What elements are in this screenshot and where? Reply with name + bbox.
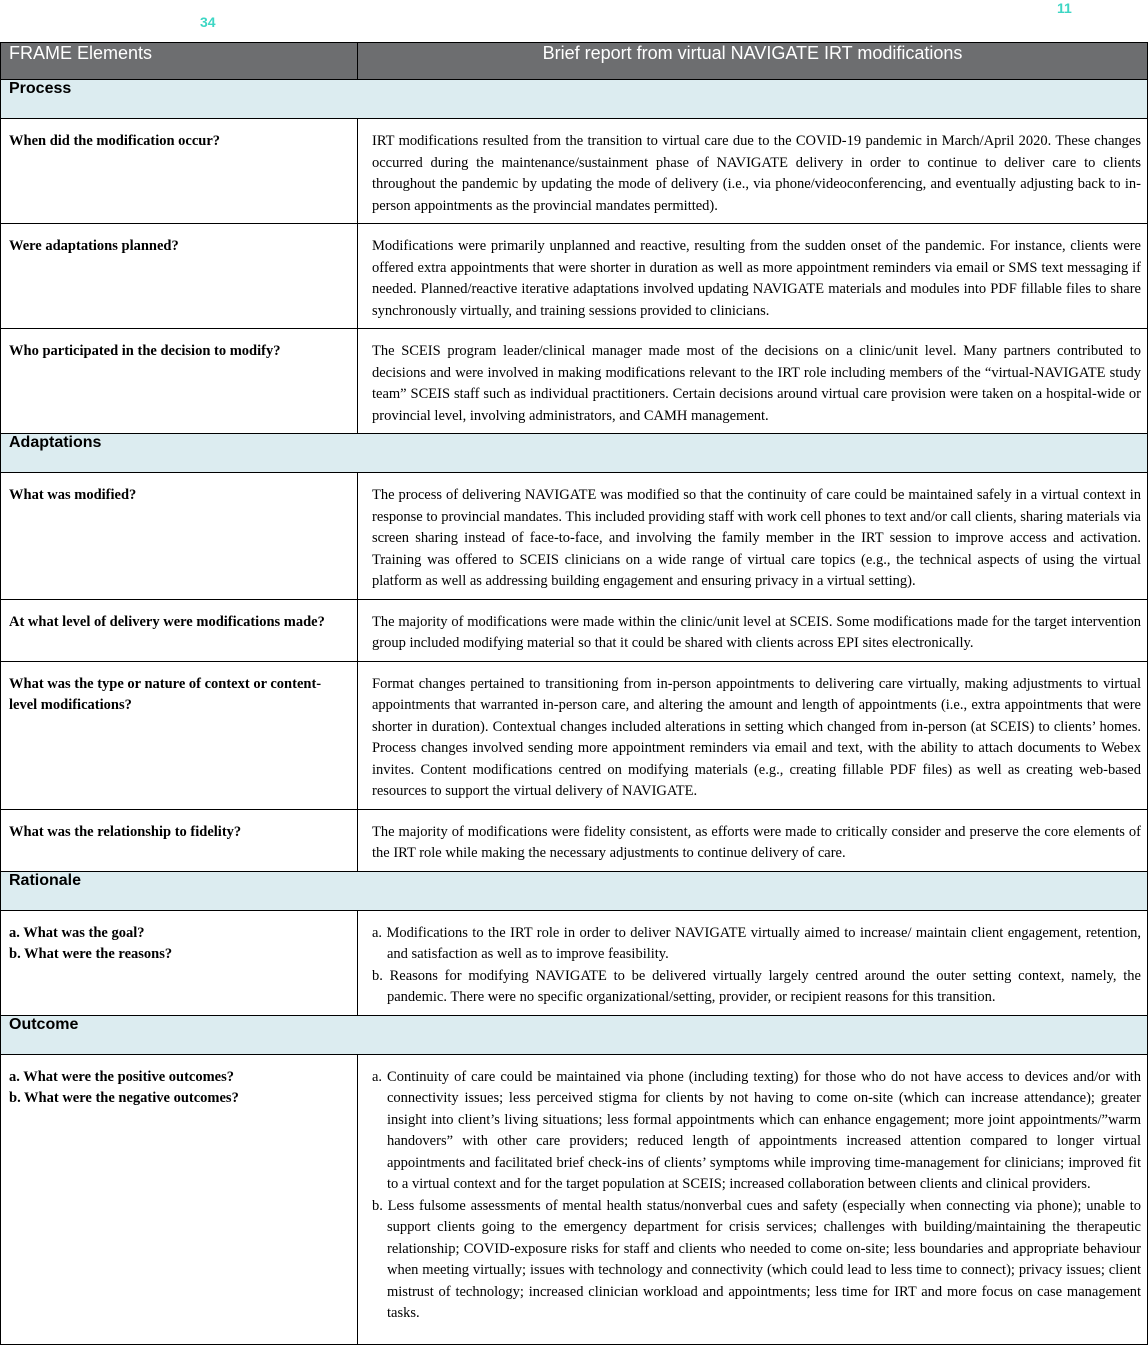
rationale-questions [1,910,358,1015]
page-number-right: 11 [1057,0,1072,16]
answer-when-occur: IRT modifications resulted from the transition to virtual care due to the COVID-19 pandemic in March/April 2020. These changes occurred during the maintenance/sustainment phase of NAVIGATE delivery in order to continue to deliver care to clients throughout the pandemic by updating the mode of delivery (i.e., via phone/videoconferencing, and eventually adjusting back to in-person appointments as the provincial mandates permitted). [358,119,1148,224]
question-positive-outcomes: a. What were the positive outcomes? [9,1068,234,1085]
table-row [1,661,1148,809]
question-goal: a. What was the goal? [9,924,145,941]
answer-positive-outcomes: a. Continuity of care could be maintained via phone (including texting) for those who do not have access to devices and/or with connectivity issues; less perceived stigma for clients by not having to come on-site (which can increase attendance); greater insight into client’s living situations; less formal appointments which can enhance engagement; more joint appointments/”warm handovers” with other care providers; reduced length of appointments increased attention compared to longer virtual appointments and facilitated brief check-ins of clients’ symptoms while improving time-management for clinicians; improved fit to a virtual context and for the target population at SCEIS; increased collaboration between clients and clinical providers. [372,1068,1141,1192]
answer-reasons: b. Reasons for modifying NAVIGATE to be delivered virtually largely centred around the outer setting context, namely, the pandemic. There were no specific organizational/setting, provider, or recipient reasons for this transition. [372,967,1141,1005]
table-row [1,599,1148,661]
table-row [1,224,1148,329]
section-title-outcome: Outcome [1,1015,1148,1054]
frame-table [0,42,1148,1345]
table-row [1,119,1148,224]
outcome-questions [1,1054,358,1344]
rationale-answers [358,910,1148,1015]
answer-type-nature: Format changes pertained to transitioning from in-person appointments to delivering care virtually, making adjustments to virtual appointments that warranted in-person care, and altering the amount and length of appointments (i.e., extra appointments that were shorter in duration). Contextual changes included alterations in setting which changed from in-person (at SCEIS) to clients’ homes. Process changes involved sending more appointment reminders via email and text, with the ability to attach documents to Webex invites. Content modifications centred on modifying materials (e.g., creating fillable PDF files) as well as creating web-based resources to support the virtual delivery of NAVIGATE. [358,661,1148,809]
section-row [1,871,1148,910]
question-negative-outcomes: b. What were the negative outcomes? [9,1089,239,1106]
section-title-adaptations: Adaptations [1,434,1148,473]
answer-relationship-fidelity: The majority of modifications were fidelity consistent, as efforts were made to critically consider and preserve the core elements of the IRT role while making the necessary adjustments to continue delivery of care. [358,809,1148,871]
page-number-left: 34 [200,14,216,30]
question-what-modified: What was modified? [1,473,358,600]
answer-negative-outcomes: b. Less fulsome assessments of mental health status/nonverbal cues and safety (especially when connecting via phone); unable to support clients going to the emergency department for crisis services; challenges with building/maintaining the therapeutic relationship; COVID-exposure risks for staff and clients who needed to come on-site; less boundaries and appropriate behaviour when meeting virtually; issues with technology and connectivity (which could lead to less time to connect); privacy issues; client mistrust of technology; increased clinician workload and appointments; less time for IRT and more focus on case management tasks. [372,1197,1141,1321]
question-when-occur: When did the modification occur? [1,119,358,224]
section-title-rationale: Rationale [1,871,1148,910]
table-row [1,473,1148,600]
question-adaptations-planned: Were adaptations planned? [1,224,358,329]
table-row [1,809,1148,871]
question-reasons: b. What were the reasons? [9,945,173,962]
table-row [1,329,1148,434]
answer-level-of-delivery: The majority of modifications were made within the clinic/unit level at SCEIS. Some modifications made for the target intervention group included modifying material so that it could be shared with clients across EPI sites electronically. [358,599,1148,661]
table-row [1,1054,1148,1344]
answer-adaptations-planned: Modifications were primarily unplanned and reactive, resulting from the sudden onset of the pandemic. For instance, clients were offered extra appointments that were shorter in duration as well as more appointment reminders via email or SMS text messaging if needed. Planned/reactive iterative adaptations involved updating NAVIGATE materials and modules into PDF fillable files to share synchronously virtually, and training sessions provided to clinicians. [358,224,1148,329]
header-brief-report: Brief report from virtual NAVIGATE IRT modifications [358,43,1148,80]
question-who-participated: Who participated in the decision to modify? [1,329,358,434]
answer-who-participated: The SCEIS program leader/clinical manager made most of the decisions on a clinic/unit level. Many partners contributed to decisions and were involved in making modifications relevant to the IRT role including members of the “virtual-NAVIGATE study team” SCEIS staff such as individual practitioners. Certain decisions around virtual care provision were taken on a hospital-wide or provincial level, involving administrators, and CAMH management. [358,329,1148,434]
header-frame-elements: FRAME Elements [1,43,358,80]
section-row [1,1015,1148,1054]
outcome-answers [358,1054,1148,1344]
section-row [1,434,1148,473]
question-type-nature: What was the type or nature of context or content-level modifications? [1,661,358,809]
table-header-row [1,43,1148,80]
section-title-process: Process [1,80,1148,119]
answer-goal: a. Modifications to the IRT role in order to deliver NAVIGATE virtually aimed to increase/ maintain client engagement, retention, and satisfaction as well as to improve feasibility. [372,924,1141,962]
question-level-of-delivery: At what level of delivery were modifications made? [1,599,358,661]
table-row [1,910,1148,1015]
question-relationship-fidelity: What was the relationship to fidelity? [1,809,358,871]
section-row [1,80,1148,119]
answer-what-modified: The process of delivering NAVIGATE was modified so that the continuity of care could be maintained safely in a virtual context in response to provincial mandates. This included providing staff with work cell phones to text and/or call clients, sharing materials via screen sharing instead of face-to-face, and involving the family member in the IRT session to improve access and activation. Training was offered to SCEIS clinicians on a wide range of virtual care topics (e.g., the technical aspects of using the virtual platform as well as addressing building engagement and ensuring privacy in a virtual setting). [358,473,1148,600]
